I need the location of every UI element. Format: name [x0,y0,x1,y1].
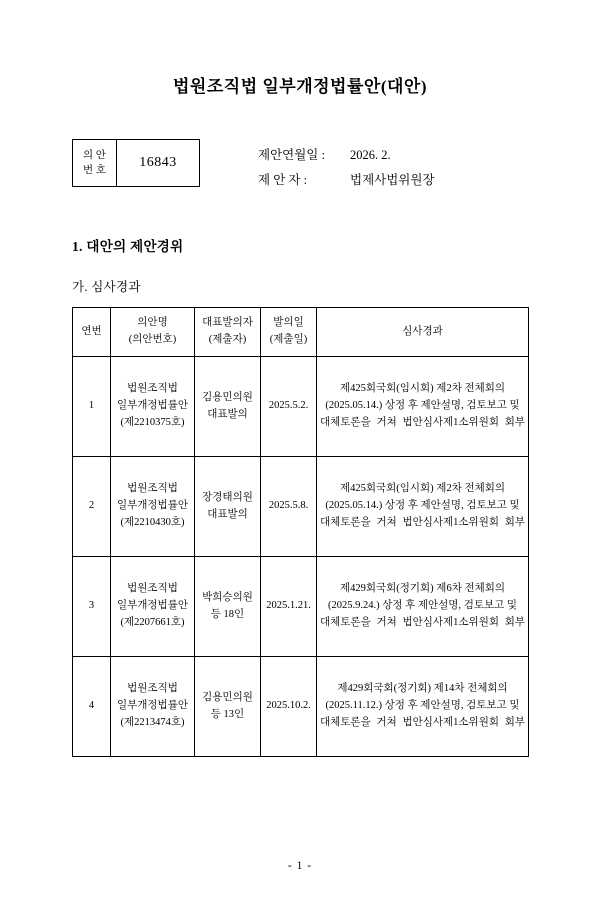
header-text-rep-line1: 대표발의자 [202,317,253,329]
cell-no: 2 [73,457,111,557]
document-header [72,139,528,193]
rep-line1: 김용민의원 [202,691,253,703]
bill-number-box [72,139,200,187]
cell-no: 4 [73,657,111,757]
cell-no: 3 [73,557,111,657]
bill-name-line3: (제2210430호) [120,516,185,528]
cell-bill-name [111,557,195,657]
table-header-representative [195,308,261,357]
cell-representative [195,357,261,457]
cell-no: 1 [73,357,111,457]
header-text-date-line2: (제출일) [269,334,308,345]
rep-line1: 장경태의원 [202,491,253,503]
bill-name-line1: 법원조직법 [127,583,178,595]
meta-key-proposer: 제 안 자 : [258,173,308,187]
cell-date: 2025.5.2. [261,357,317,457]
rep-line2: 등 18인 [210,608,245,620]
table-row [73,457,529,557]
bill-name-line2: 일부개정법률안 [116,600,188,612]
header-text-progress: 심사경과 [402,325,443,337]
table-header-progress [317,308,529,357]
rep-line2: 대표발의 [207,508,248,520]
table-header-date [261,308,317,357]
meta-key-date: 제안연월일 : [258,148,325,162]
bill-name-line2: 일부개정법률안 [116,500,188,512]
cell-representative [195,657,261,757]
cell-progress: 제429회국회(정기회) 제6차 전체회의(2025.9.24.) 상정 후 제안설명, 검토보고 및 대체토론을 거쳐 법안심사제1소위원회 회부 [317,557,529,657]
table-header-bill-name [111,308,195,357]
bill-number-label [73,140,117,186]
cell-progress: 제425회국회(임시회) 제2차 전체회의(2025.05.14.) 상정 후 제안설명, 검토보고 및 대체토론을 거쳐 법안심사제1소위원회 회부 [317,457,529,557]
section-heading: 1. 대안의 제안경위 [72,239,184,254]
table-row [73,357,529,457]
rep-line1: 김용민의원 [202,391,253,403]
header-text-rep-line2: (제출자) [208,334,247,345]
bill-name-line1: 법원조직법 [127,683,178,695]
meta-line-date [258,143,435,168]
table-row [73,657,529,757]
table-header-no [73,308,111,357]
cell-bill-name [111,657,195,757]
bill-name-line2: 일부개정법률안 [116,400,188,412]
bill-name-line1: 법원조직법 [127,383,178,395]
proposal-meta [258,139,435,193]
bill-number-label-line1: 의 안 [83,149,106,161]
cell-representative [195,557,261,657]
cell-progress: 제425회국회(임시회) 제2차 전체회의(2025.05.14.) 상정 후 제안설명, 검토보고 및 대체토론을 거쳐 법안심사제1소위원회 회부 [317,357,529,457]
rep-line2: 대표발의 [207,408,248,420]
page-number: - 1 - [287,860,313,872]
header-text-bill-name-line2: (의안번호) [128,334,177,345]
cell-bill-name [111,357,195,457]
cell-date: 2025.10.2. [261,657,317,757]
cell-bill-name [111,457,195,557]
cell-date: 2025.1.21. [261,557,317,657]
bill-number-label-line2: 번 호 [83,165,106,176]
cell-date: 2025.5.8. [261,457,317,557]
bill-number-value: 16843 [139,155,177,170]
meta-value-date: 2026. 2. [350,148,391,162]
rep-line2: 등 13인 [210,708,245,720]
rep-line1: 박희승의원 [202,591,253,603]
bill-name-line3: (제2207661호) [120,616,185,628]
document-page [0,72,600,920]
meta-line-proposer [258,168,435,193]
header-text-bill-name-line1: 의안명 [137,317,168,329]
header-text-no: 연번 [81,325,102,337]
cell-progress: 제429회국회(정기회) 제14차 전체회의(2025.11.12.) 상정 후 제안설명, 검토보고 및 대체토론을 거쳐 법안심사제1소위원회 회부 [317,657,529,757]
bill-name-line2: 일부개정법률안 [116,700,188,712]
bill-name-line3: (제2213474호) [120,716,185,728]
meta-value-proposer: 법제사법위원장 [350,173,435,187]
bills-review-table [72,307,529,757]
page-title: 법원조직법 일부개정법률안(대안) [173,77,427,96]
table-row [73,557,529,657]
bill-name-line3: (제2210375호) [120,416,185,428]
cell-representative [195,457,261,557]
subsection-heading: 가. 심사경과 [72,280,141,294]
header-text-date-line1: 발의일 [273,317,304,329]
table-header-row [73,308,529,357]
bill-name-line1: 법원조직법 [127,483,178,495]
